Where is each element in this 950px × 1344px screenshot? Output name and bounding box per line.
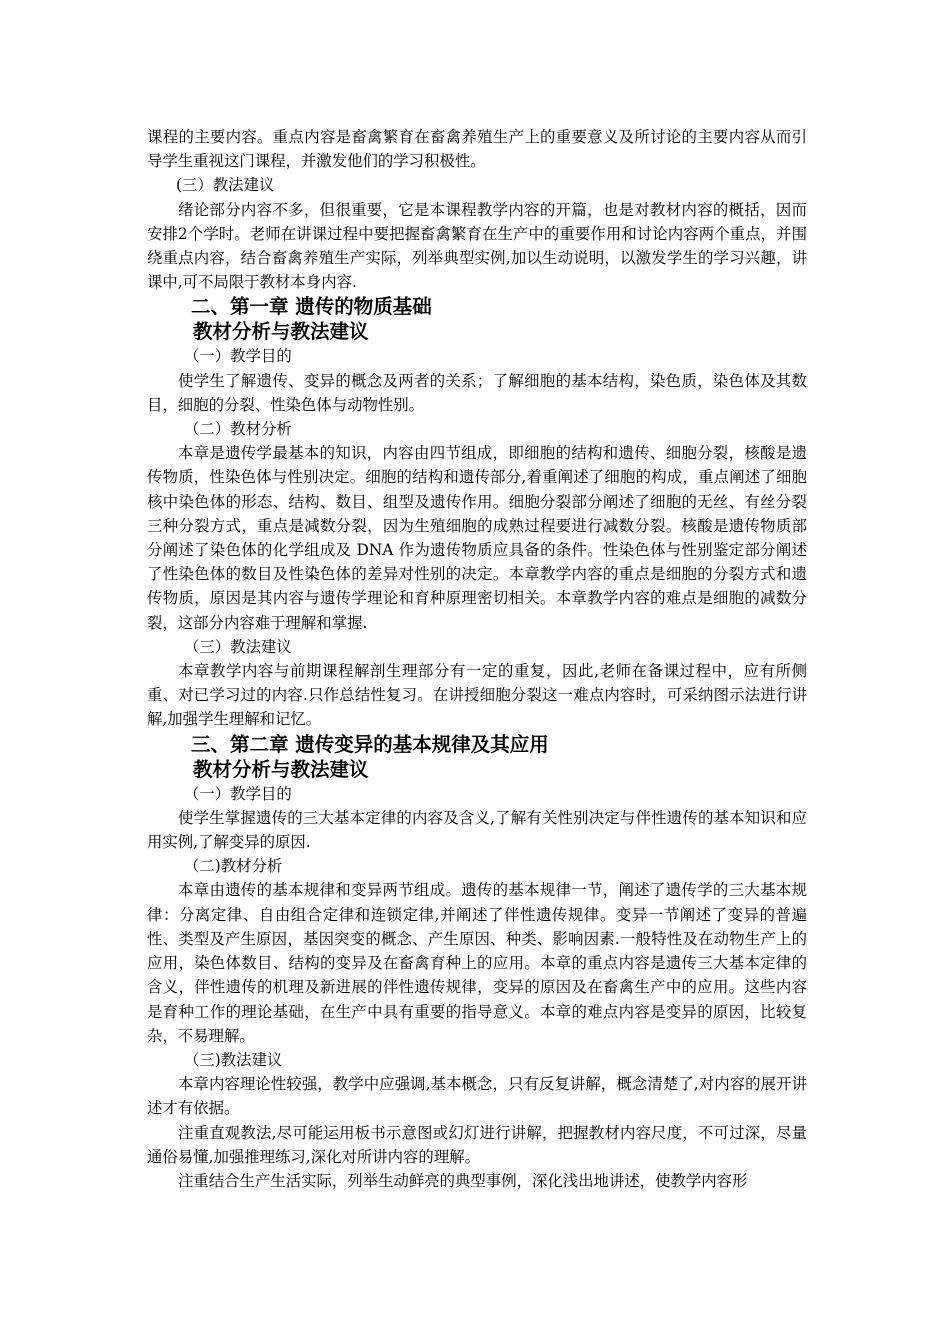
chapter1-goal-heading: （一）教学目的 bbox=[184, 347, 292, 366]
chapter1-subtitle: 教材分析与教法建议 bbox=[193, 320, 369, 344]
chapter1-analysis-text: 本章是遗传学最基本的知识，内容由四节组成，即细胞的结构和遗传、细胞分裂，核酸是遗传物质，性染色体与性别决定。细胞的结构和遗传部分,着重阐述了细胞的构成，重点阐述了细胞核中染色体的形态、结构、数目、组型及遗传作用。细胞分裂部分阐述了细胞的无丝、有丝分裂三种分裂方式，重点是减数分裂，因为生殖细胞的成熟过程要进行减数分裂。核酸是遗传物质部分阐述了染色体的化学组成及 DNA 作为遗传物质应具备的条件。性染色体与性别鉴定部分阐述了性染色体的数目及性染色体的差异对性别的决定。本章教学内容的重点是细胞的分裂方式和遗传物质，原因是其内容与遗传学理论和育种原理密切相关。本章教学内容的难点是细胞的减数分裂，这部分内容难于理解和掌握. bbox=[147, 444, 807, 632]
chapter1-method-text: 本章教学内容与前期课程解剖生理部分有一定的重复，因此,老师在备课过程中，应有所侧重、对已学习过的内容.只作总结性复习。在讲授细胞分裂这一难点内容时，可采纳图示法进行讲解,加强学生理解和记忆。 bbox=[147, 662, 807, 729]
intro-method-heading: (三）教法建议 bbox=[176, 176, 275, 195]
chapter2-title: 三、第二章 遗传变异的基本规律及其应用 bbox=[191, 732, 549, 756]
chapter2-method-p2: 注重直观教法,尽可能运用板书示意图或幻灯进行讲解，把握教材内容尺度，不可过深，尽量通俗易懂,加强推理练习,深化对所讲内容的理解。 bbox=[147, 1123, 807, 1166]
chapter2-method-p1: 本章内容理论性较强，教学中应强调,基本概念，只有反复讲解，概念清楚了,对内容的展开讲述才有依据。 bbox=[147, 1075, 807, 1118]
chapter2-analysis-heading: （二)教材分析 bbox=[184, 857, 283, 876]
intro-continuation: 课程的主要内容。重点内容是畜禽繁育在畜禽养殖生产上的重要意义及所讨论的主要内容从而引导学生重视这门课程，并激发他们的学习积极性。 bbox=[147, 128, 807, 171]
chapter2-goal-text: 使学生掌握遗传的三大基本定律的内容及含义,了解有关性别决定与伴性遗传的基本知识和应用实例,了解变异的原因. bbox=[147, 808, 807, 852]
chapter2-method-p3: 注重结合生产生活实际，列举生动鲜亮的典型事例，深化浅出地讲述，使教学内容形 bbox=[178, 1171, 748, 1190]
chapter2-goal-heading: （一）教学目的 bbox=[184, 784, 292, 803]
chapter1-goal-text: 使学生了解遗传、变异的概念及两者的关系；了解细胞的基本结构，染色质，染色体及其数目，细胞的分裂、性染色体与动物性别。 bbox=[147, 371, 807, 414]
chapter1-method-heading: （三）教法建议 bbox=[184, 637, 292, 656]
chapter2-analysis-text: 本章由遗传的基本规律和变异两节组成。遗传的基本规律一节，阐述了遗传学的三大基本规律：分离定律、自由组合定律和连锁定律,并阐述了伴性遗传规律。变异一节阐述了变异的普遍性、类型及产生原因，基因突变的概念、产生原因、种类、影响因素.一般特性及在动物生产上的应用，染色体数目、结构的变异及在畜禽育种上的应用。本章的重点内容是遗传三大基本定律的含义，伴性遗传的机理及新进展的伴性遗传规律，变异的原因及在畜禽生产中的应用。这些内容是育种工作的理论基础，在生产中具有重要的指导意义。本章的难点内容是变异的原因，比较复杂，不易理解。 bbox=[147, 881, 807, 1045]
chapter1-title: 二、第一章 遗传的物质基础 bbox=[191, 295, 432, 319]
intro-method-text: 绪论部分内容不多，但很重要，它是本课程教学内容的开篇，也是对教材内容的概括，因而安排2个学时。老师在讲课过程中要把握畜禽繁育在生产中的重要作用和讨论内容两个重点，并围绕重点内容，结合畜禽养殖生产实际，列举典型实例,加以生动说明，以激发学生的学习兴趣，讲课中,可不局限于教材本身内容. bbox=[147, 200, 807, 292]
chapter2-method-heading: （三)教法建议 bbox=[184, 1050, 283, 1069]
document-body bbox=[147, 125, 807, 1193]
chapter2-subtitle: 教材分析与教法建议 bbox=[193, 757, 369, 781]
chapter1-analysis-heading: （二）教材分析 bbox=[184, 420, 292, 439]
